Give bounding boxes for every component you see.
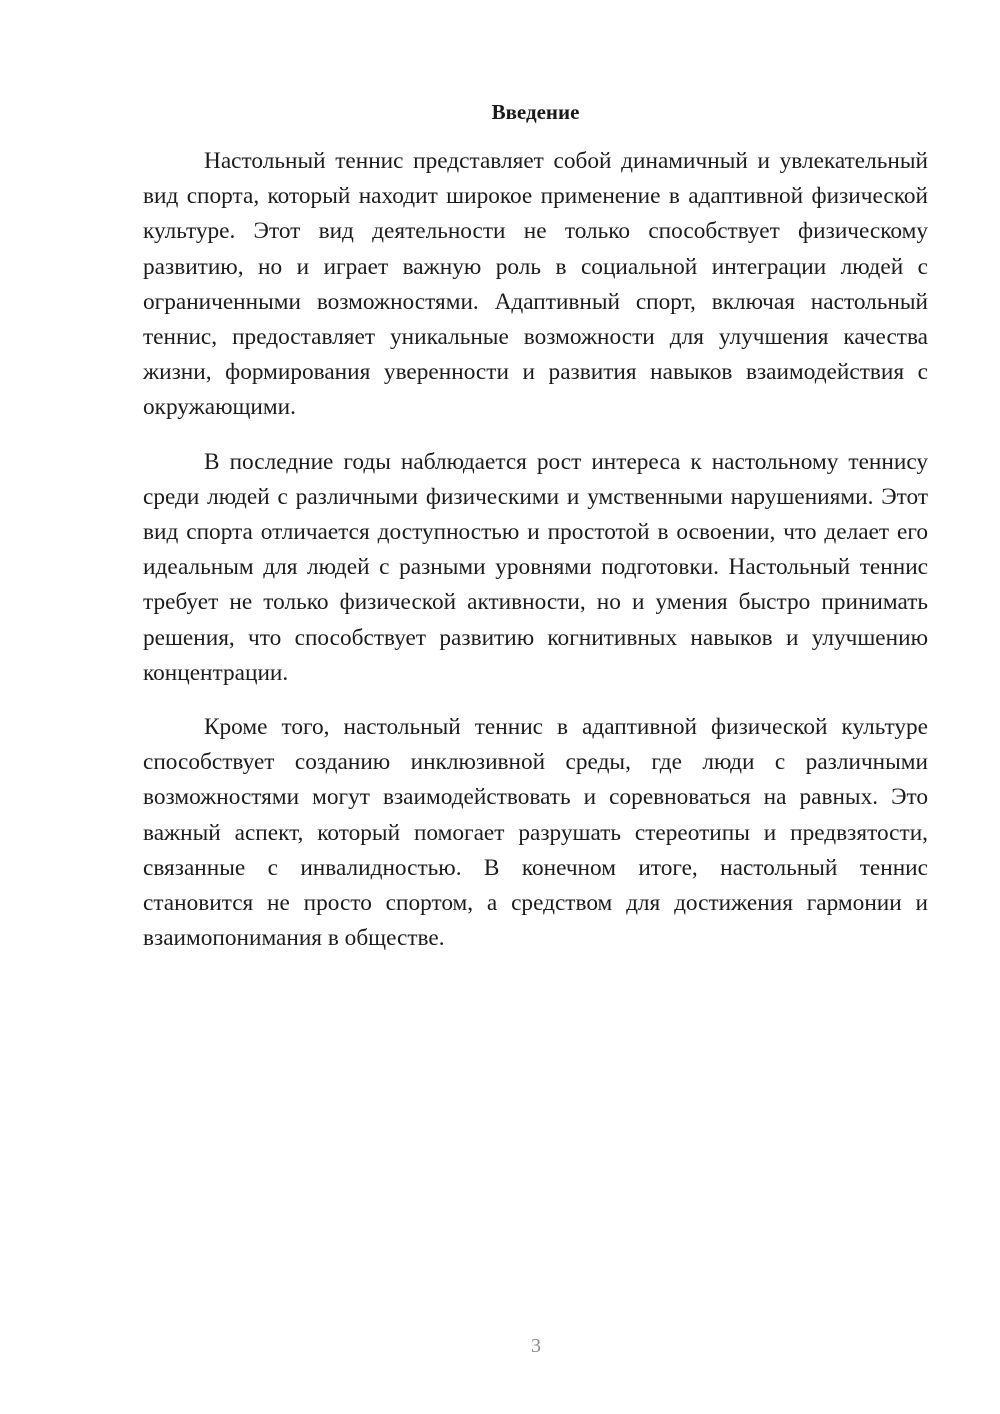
paragraph-3: Кроме того, настольный теннис в адаптивной физической культуре способствует созданию инклюзивной среды, где люди с различными возможностями могут взаимодействовать и соревноваться на равных. Это важный аспект, который помогает разрушать стереотипы и предвзятости, связанные с инвалидностью. В конечном итоге, настольный теннис становится не просто спортом, а средством для достижения гармонии и взаимопонимания в обществе. <box>143 714 928 952</box>
paragraph-2: В последние годы наблюдается рост интереса к настольному теннису среди людей с различными физическими и умственными нарушениями. Этот вид спорта отличается доступностью и простотой в освоении, что делает его идеальным для людей с разными уровнями подготовки. Настольный теннис требует не только физической активности, но и умения быстро принимать решения, что способствует развитию когнитивных навыков и улучшению концентрации. <box>143 448 928 686</box>
paragraph-1: Настольный теннис представляет собой динамичный и увлекательный вид спорта, который находит широкое применение в адаптивной физической культуре. Этот вид деятельности не только способствует физическому развитию, но и играет важную роль в социальной интеграции людей с ограниченными возможностями. Адаптивный спорт, включая настольный теннис, предоставляет уникальные возможности для улучшения качества жизни, формирования уверенности и развития навыков взаимодействия с окружающими. <box>143 148 928 421</box>
page-number: 3 <box>531 1335 541 1357</box>
document-body <box>143 144 928 975</box>
page-title: Введение <box>491 100 580 124</box>
